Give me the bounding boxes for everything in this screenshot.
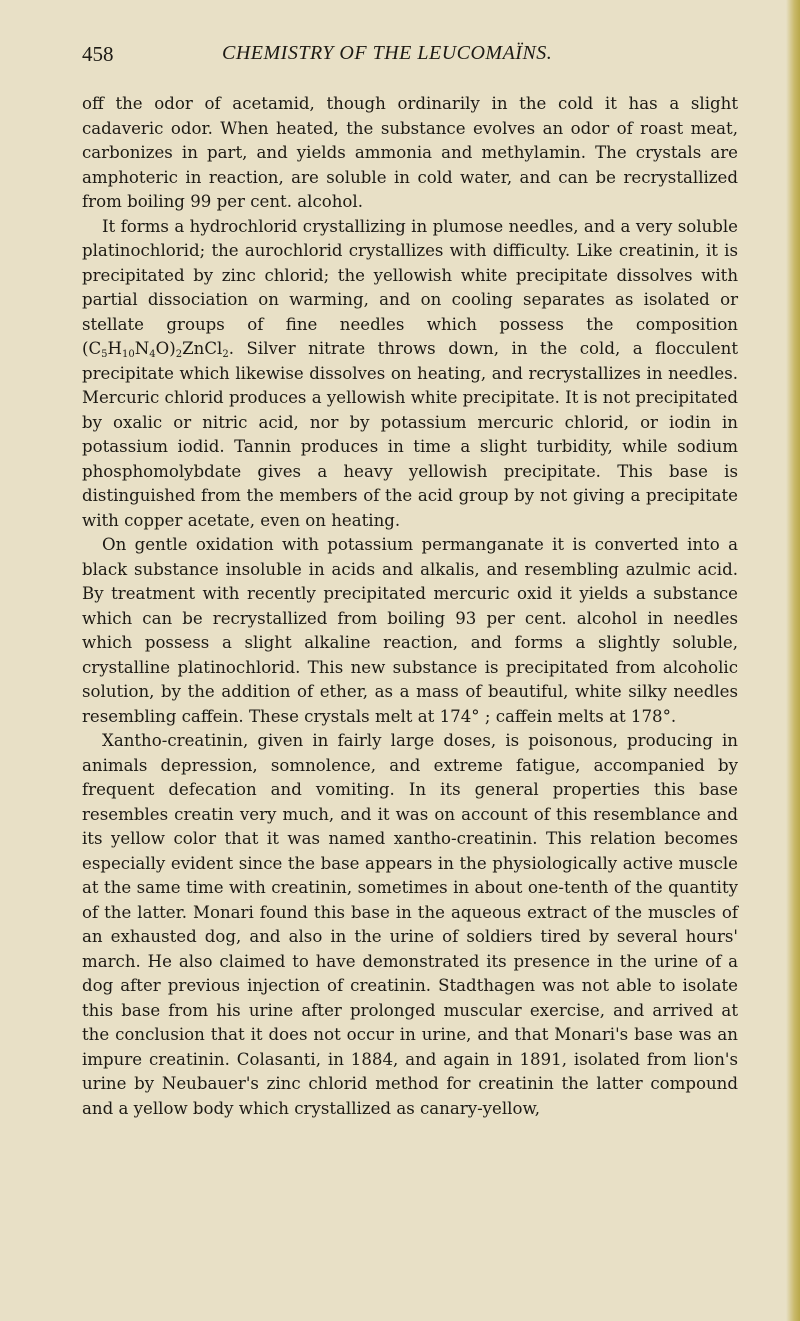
page-edge — [786, 0, 800, 1321]
paragraph-2-text-a: It forms a hydrochlorid crystallizing in plumose needles, and a very soluble platinochlorid; the aurochlorid crystallizes with difficulty. Like creatinin, it is precipitated by zinc chlorid; the yellowish white precipitate dissolves with partial dissociation on warming, and on cooling separates as isolated or stellate groups of fine needles which possess the composition — [82, 216, 738, 334]
page-number: 458 — [82, 42, 114, 66]
chemical-formula: $(C_5H_{10}N_4O)_2ZnCl_2$ — [82, 339, 229, 360]
page-header — [82, 42, 742, 72]
paragraph-2 — [82, 215, 738, 534]
paragraph-1: off the odor of acetamid, though ordinarily in the cold it has a slight cadaveric odor. When heated, the substance evolves an odor of roast meat, carbonizes in part, and yields ammonia and methylamin. The crystals are amphoteric in reaction, are soluble in cold water, and can be recrystallized from boiling 99 per cent. alcohol. — [82, 94, 738, 211]
body-text — [82, 92, 738, 1121]
paragraph-2-text-b: . Silver nitrate throws down, in the cold, a flocculent precipitate which likewise dissolves on heating, and recrystallizes in needles. Mercuric chlorid produces a yellowish white precipitate. It is not precipitated by oxalic or nitric acid, nor by potassium mercuric chlorid, or iodin in potassium iodid. Tannin produces in time a slight turbidity, while sodium phosphomolybdate gives a heavy yellowish precipitate. This base is distinguished from the members of the acid group by not giving a precipitate with copper acetate, even on heating. — [82, 339, 738, 530]
paragraph-3: On gentle oxidation with potassium permanganate it is converted into a black substance insoluble in acids and alkalis, and resembling azulmic acid. By treatment with recently precipitated mercuric oxid it yields a substance which can be recrystallized from boiling 93 per cent. alcohol in needles which possess a slight alkaline reaction, and forms a slightly soluble, crystalline platinochlorid. This new substance is precipitated from alcoholic solution, by the addition of ether, as a mass of beautiful, white silky needles resembling caffein. These crystals melt at 174° ; caffein melts at 178°. — [82, 535, 738, 726]
paragraph-4: Xantho-creatinin, given in fairly large doses, is poisonous, producing in animals depression, somnolence, and extreme fatigue, accompanied by frequent defecation and vomiting. In its general properties this base resembles creatin very much, and it was on account of this resemblance and its yellow color that it was named xantho-creatinin. This relation becomes especially evident since the base appears in the physiologically active muscle at the same time with creatinin, sometimes in about one-tenth of the quantity of the latter. Monari found this base in the aqueous extract of the muscles of an exhausted dog, and also in the urine of soldiers tired by several hours' march. He also claimed to have demonstrated its presence in the urine of a dog after previous injection of creatinin. Stadthagen was not able to isolate this base from his urine after prolonged muscular exercise, and arrived at the conclusion that it does not occur in urine, and that Monari's base was an impure creatinin. Colasanti, in 1884, and again in 1891, isolated from lion's urine by Neubauer's zinc chlorid method for creatinin the latter compound and a yellow body which crystallized as canary-yellow, — [82, 731, 738, 1118]
running-title: CHEMISTRY OF THE LEUCOMAÏNS. — [222, 42, 553, 64]
